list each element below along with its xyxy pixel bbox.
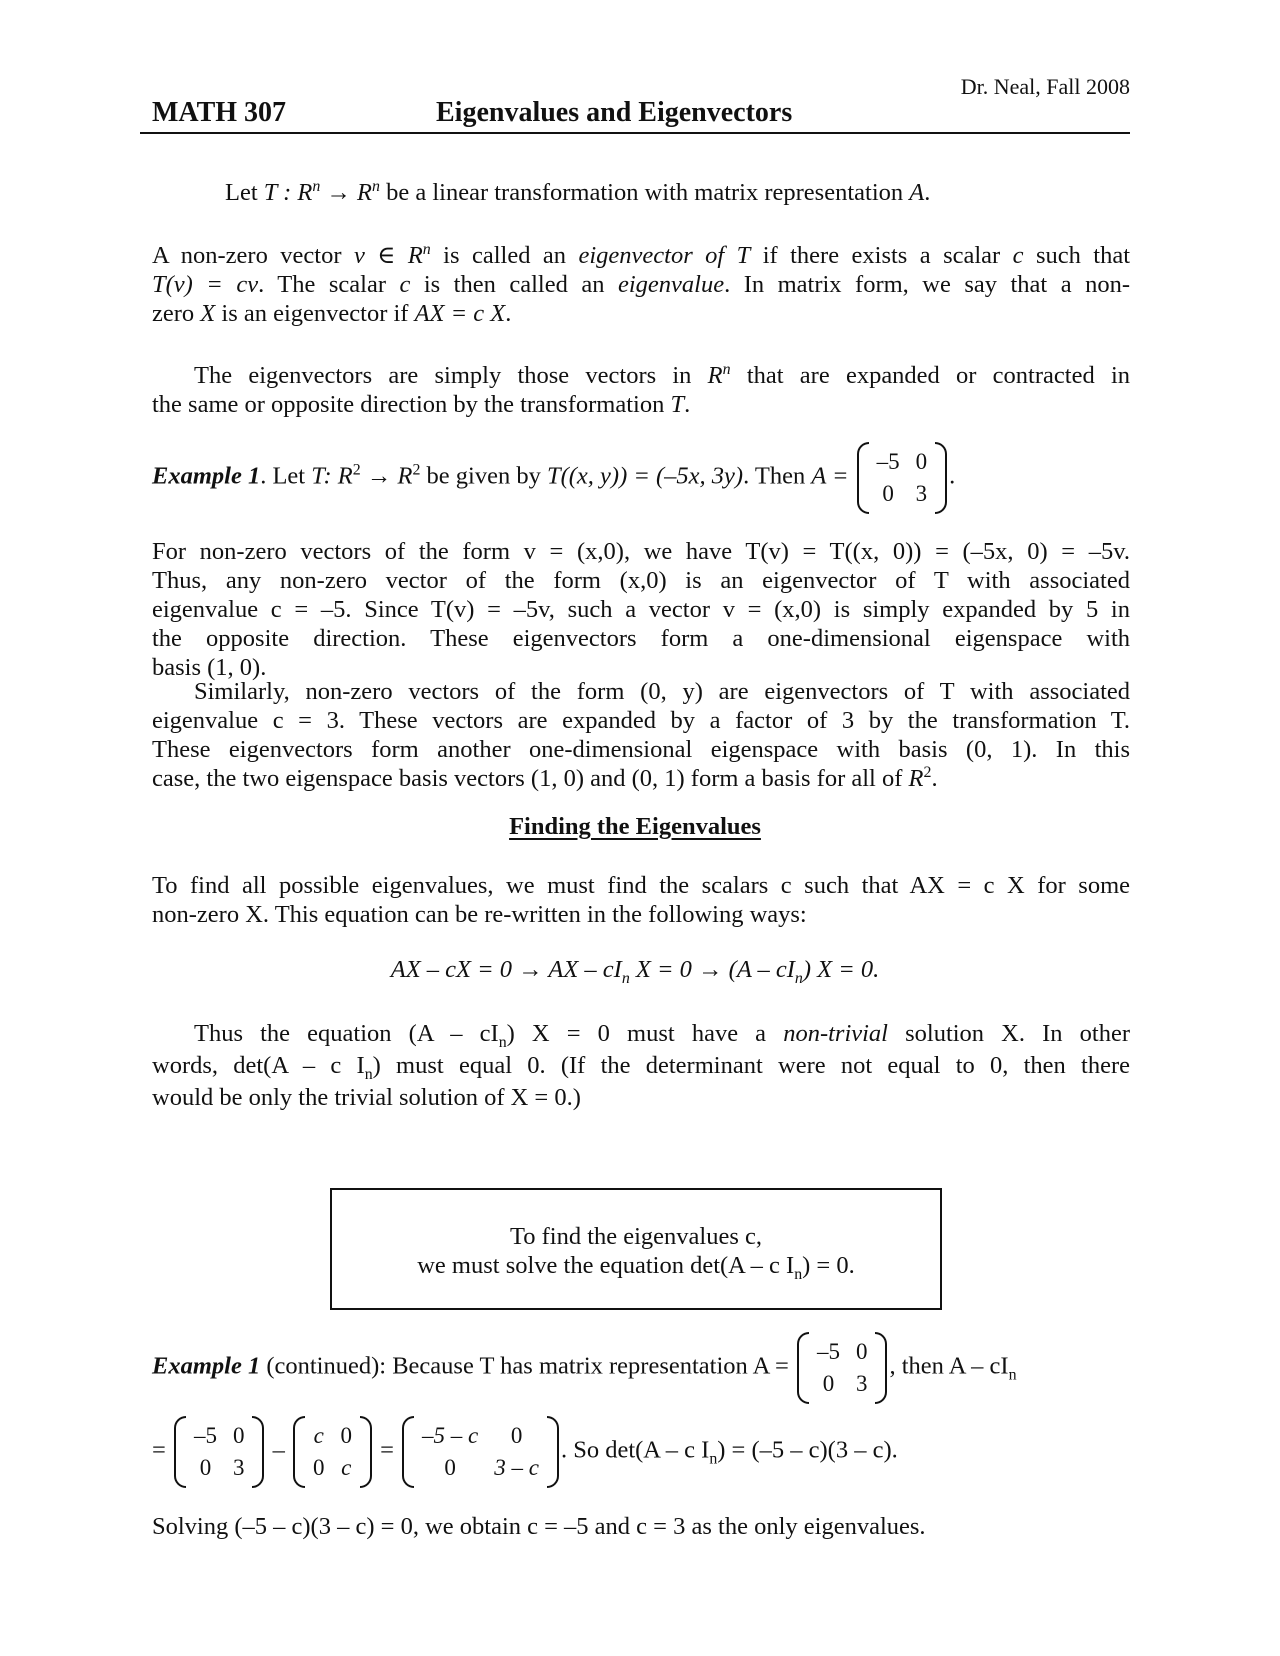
matrix-c-identity: c 0 0 c <box>293 1420 372 1484</box>
eigenvalue-term: eigenvalue <box>617 271 725 298</box>
example-1: Example 1. Let T: $R^2 \to R^2$ be given by T((x, y)) = (–5x, 3y). Then A = –5 0 0 3 . <box>152 446 955 510</box>
eigen-paragraph-1: For non-zero vectors of the form v = (x,0), we have T(v) = T((x, 0)) = (–5x, 0) = –5v. Thus, any non-zero vector of the form (x,0) is an eigenvector of T with associated eigenvalue c = –5. Since T(v) = –5v, such a vector v = (x,0) is simply expanded by 5 in the opposite direction. These eigenvectors form a one-dimensional eigenspace with basis (1, 0). <box>152 538 1130 681</box>
intro-line: Let T : $R^n \to R^n$ be a linear transformation with matrix representation A. <box>225 177 931 206</box>
author-date: Dr. Neal, Fall 2008 <box>960 74 1130 99</box>
matrix-a-repeat: –5 0 0 3 <box>797 1336 888 1400</box>
matrix-a: –5 0 0 3 <box>857 446 948 510</box>
definition-paragraph: A non-zero vector v ∈ $R^n$ is called an eigenvector of T if there exists a scalar c such that T(v) = cv. The scalar c is then called an eigenvalue. In matrix form, we say that a non- zero X is an eigenvector if AX = c X. <box>152 240 1131 327</box>
example-1-continued: Example 1 (continued): Because T has matrix representation A = –5 0 0 3 , then A – $cI_n$ <box>152 1336 1017 1400</box>
equation-chain: AX – cX = 0 → AX – $cI_n$ $X = 0 \to (A - cI_n)$ X = 0. <box>390 956 880 987</box>
eigen-paragraph-2: Similarly, non-zero vectors of the form (0, y) are eigenvectors of T with associated eigenvalue c = 3. These vectors are expanded by a factor of 3 by the transformation T. These eigenvectors form another one-dimensional eigenspace with basis (0, 1). In this case, the two eigenspace basis vectors (1, 0) and (0, 1) form a basis for all of $R^2$. <box>152 678 1130 792</box>
header-rule <box>140 132 1130 134</box>
course-title: MATH 307 <box>152 97 287 128</box>
solving-line: Solving (–5 – c)(3 – c) = 0, we obtain c = –5 and c = 3 as the only eigenvalues. <box>152 1513 926 1540</box>
boxed-statement: To find the eigenvalues c, we must solve the equation det(A – c $I_n) = 0$. <box>330 1188 942 1310</box>
section-heading: Finding the Eigenvalues <box>509 813 761 840</box>
find-paragraph: To find all possible eigenvalues, we must find the scalars c such that AX = c X for some non-zero X. This equation can be re-written in the following ways: <box>152 872 1130 928</box>
page-title: Eigenvalues and Eigenvectors <box>436 97 793 128</box>
nontrivial-paragraph: Thus the equation $(A - cI_n)$ X = 0 must have a non-trivial solution X. In other words, det(A – c $I_n$) must equal 0. (If the determinant were not equal to 0, then there would be only the trivial solution of X = 0.) <box>152 1020 1130 1111</box>
eigenvector-term: eigenvector of T <box>578 242 751 269</box>
geometric-paragraph: The eigenvectors are simply those vectors in $R^n$ that are expanded or contracted in the same or opposite direction by the transformation T. <box>152 360 1130 418</box>
matrix-subtraction: = –5 0 0 3 – c 0 0 c = –5 – c 0 0 3 – c . So det(A – c $I_n) = (-5 - c)(3 - c)$. <box>152 1420 898 1484</box>
matrix-a-minus: –5 0 0 3 <box>174 1420 265 1484</box>
matrix-difference: –5 – c 0 0 3 – c <box>402 1420 559 1484</box>
